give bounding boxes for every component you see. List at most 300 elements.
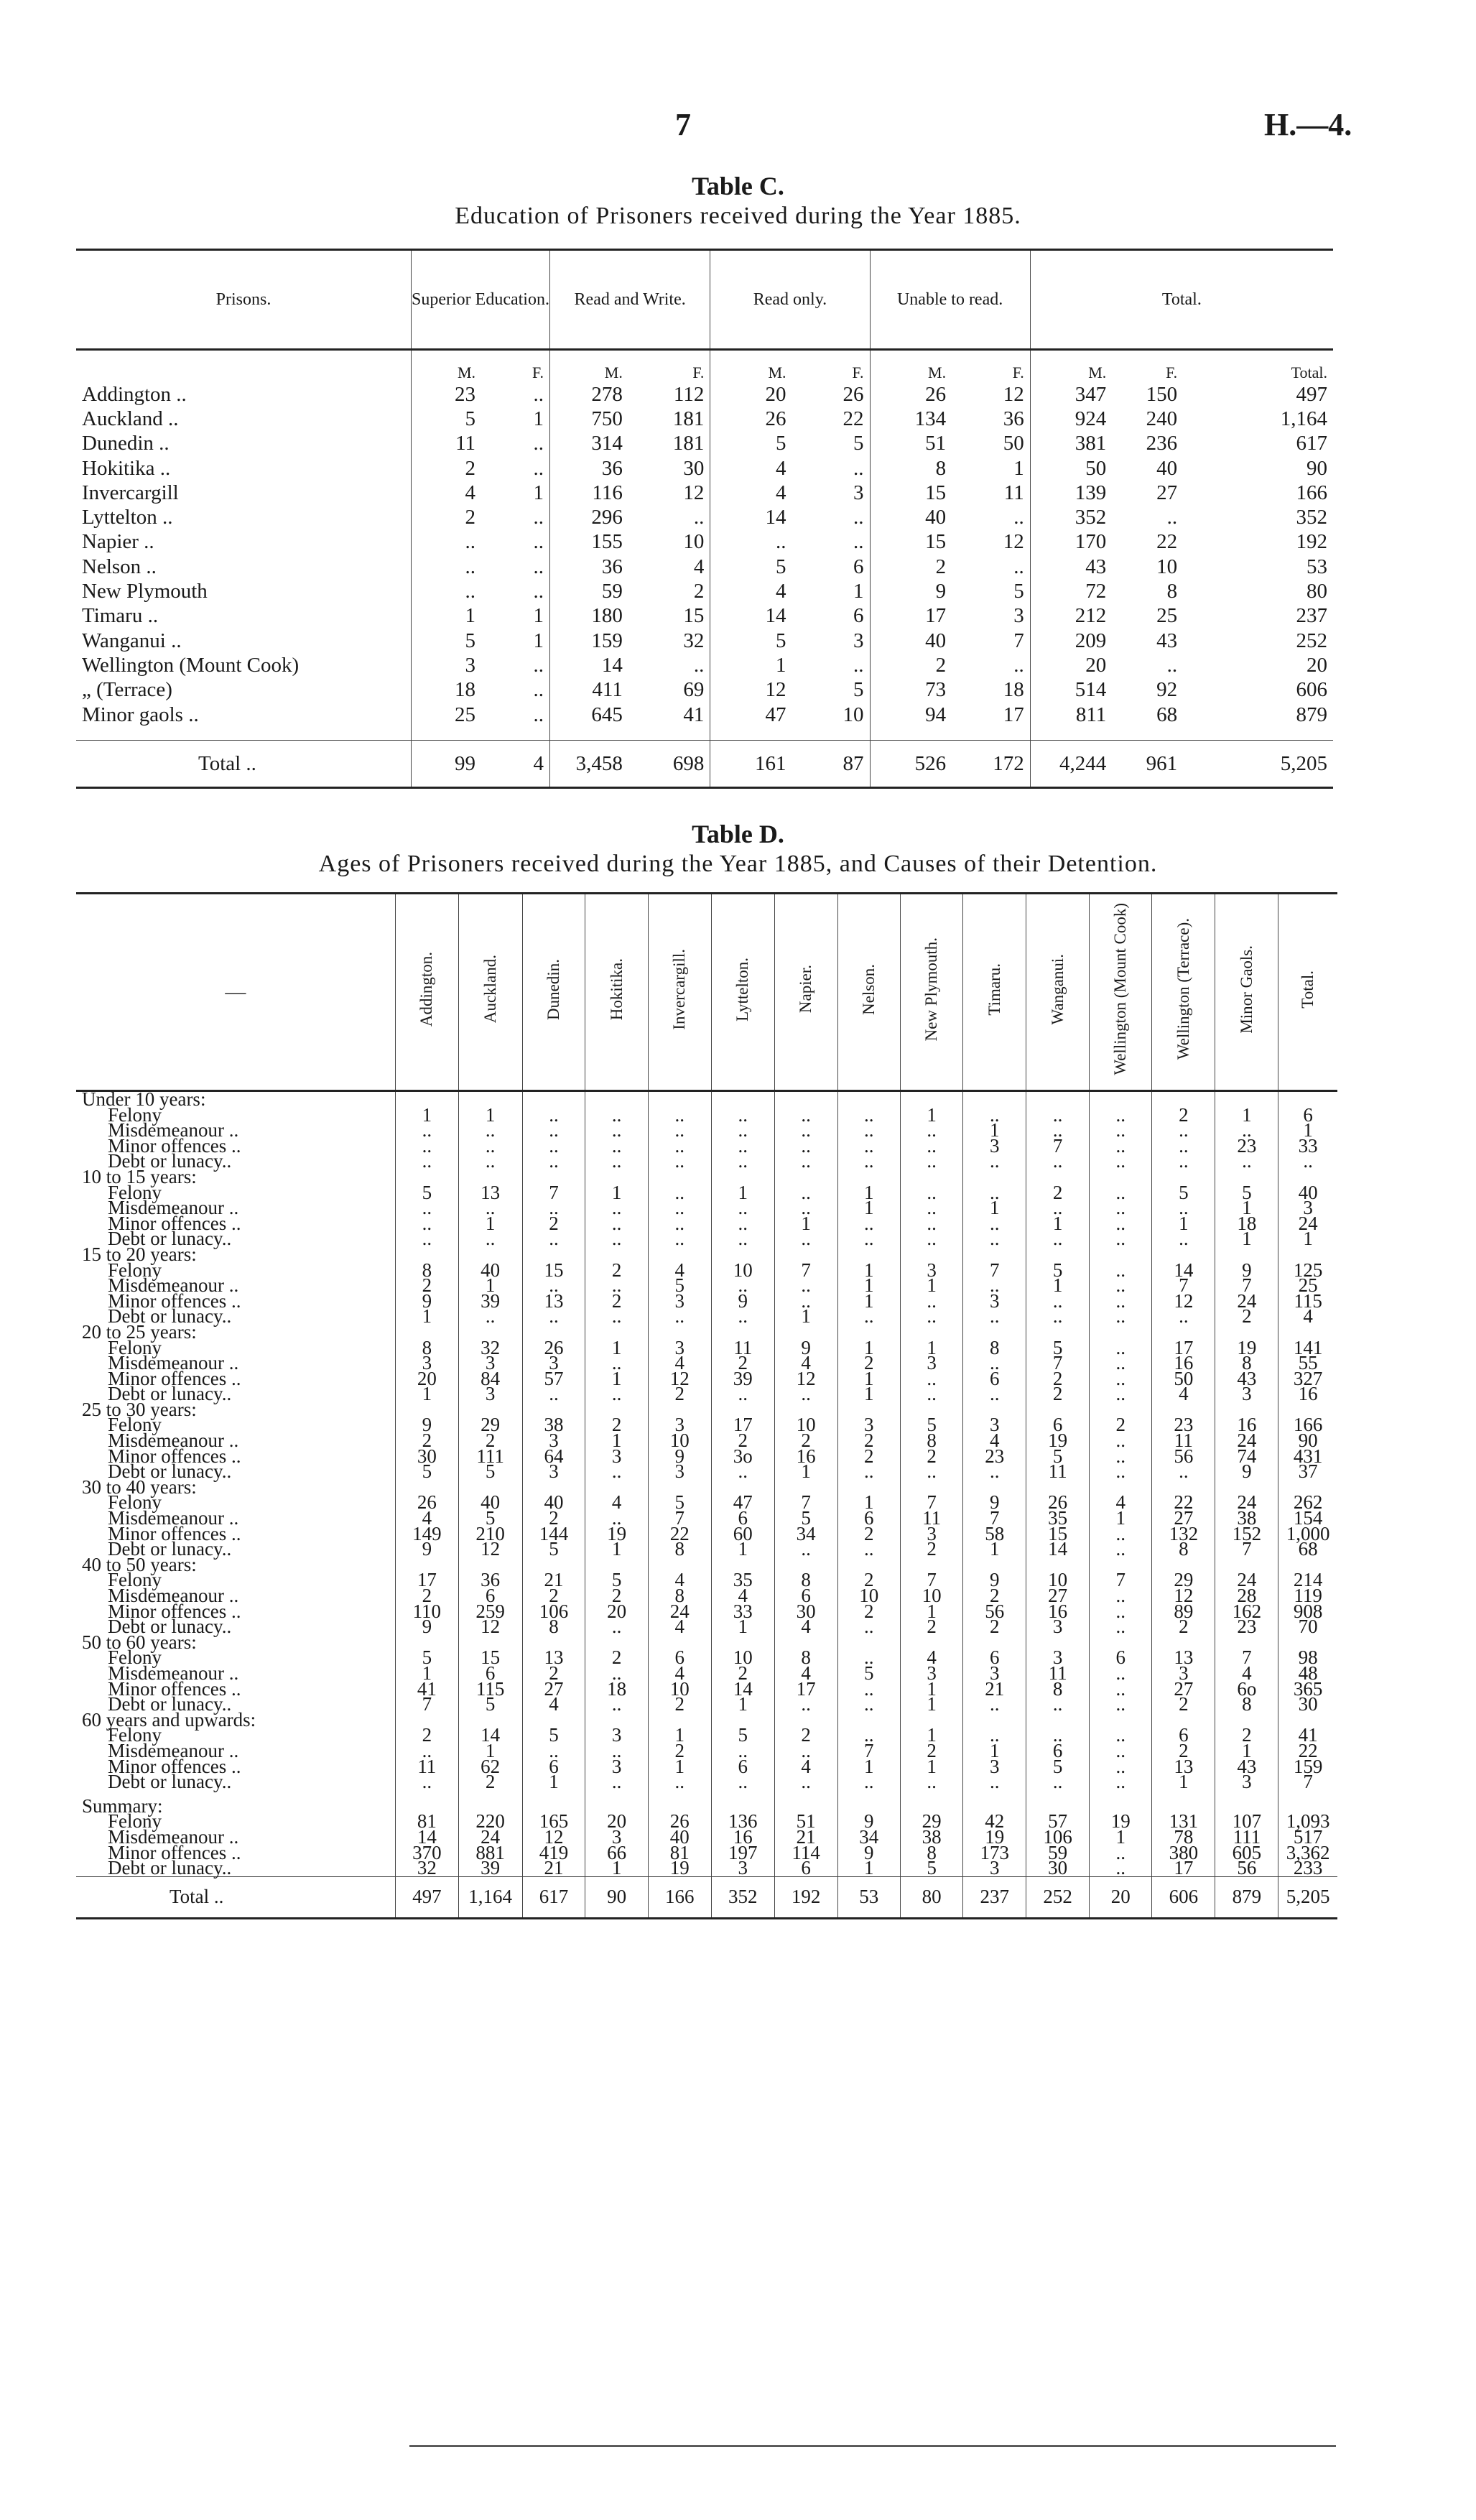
table-cell: .. xyxy=(900,1139,962,1154)
table-row xyxy=(76,481,1333,505)
table-cell: 125 xyxy=(1278,1263,1337,1279)
offence-name: Minor offences .. xyxy=(108,1677,241,1700)
table-row xyxy=(76,1682,1337,1697)
table-cell: 1 xyxy=(395,1309,458,1325)
table-cell: 365 xyxy=(1278,1682,1337,1697)
table-cell: .. xyxy=(648,1185,711,1201)
table-c xyxy=(76,249,1333,789)
table-cell: 2 xyxy=(1152,1743,1215,1759)
col-header xyxy=(395,894,458,1091)
table-cell: 162 xyxy=(1215,1604,1278,1620)
table-cell: 41 xyxy=(683,703,705,726)
table-cell: .. xyxy=(1090,1278,1152,1294)
table-cell: .. xyxy=(1090,1154,1152,1169)
table-cell: .. xyxy=(1090,1108,1152,1124)
table-cell: 40 xyxy=(648,1830,711,1845)
table-cell: .. xyxy=(1026,1294,1090,1310)
table-cell: 12 xyxy=(522,1830,585,1845)
table-cell: 24 xyxy=(1215,1433,1278,1449)
table-cell: .. xyxy=(1152,1200,1215,1216)
total-cell: 879 xyxy=(1215,1876,1278,1918)
table-cell: 8 xyxy=(648,1542,711,1557)
col-header xyxy=(585,894,648,1091)
offence-name: Felony xyxy=(108,1336,162,1358)
col-header xyxy=(1152,894,1215,1091)
table-cell: .. xyxy=(1152,1154,1215,1169)
table-cell: .. xyxy=(693,653,705,677)
table-cell: 1 xyxy=(1278,1123,1337,1139)
table-cell: 56 xyxy=(963,1604,1026,1620)
subheader-row xyxy=(76,350,1333,383)
table-cell: 27 xyxy=(1026,1588,1090,1604)
table-cell: 5 xyxy=(837,1666,900,1682)
table-row xyxy=(76,653,1333,677)
table-cell: 2 xyxy=(1026,1386,1090,1402)
table-cell: 2 xyxy=(1152,1108,1215,1124)
table-cell: 26 xyxy=(395,1495,458,1511)
table-cell: .. xyxy=(837,1619,900,1635)
table-cell: .. xyxy=(1090,1139,1152,1154)
offence-name: Misdemeanour .. xyxy=(108,1430,239,1452)
table-cell: 4 xyxy=(693,555,705,578)
table-cell: 17 xyxy=(1003,703,1024,726)
table-cell: 5 xyxy=(648,1495,711,1511)
col-header-label: Wellington (Mount Cook) xyxy=(1111,903,1130,1075)
table-row xyxy=(76,1572,1337,1588)
table-cell: .. xyxy=(1090,1697,1152,1713)
table-cell: 4 xyxy=(1090,1495,1152,1511)
table-row xyxy=(76,1216,1337,1232)
table-cell: 12 xyxy=(1003,382,1024,406)
table-cell: 9 xyxy=(963,1572,1026,1588)
table-cell: 159 xyxy=(1278,1759,1337,1775)
table-cell: .. xyxy=(522,1743,585,1759)
document-reference: H.—4. xyxy=(1264,107,1352,142)
table-cell: 27 xyxy=(1156,481,1178,504)
table-cell: 1 xyxy=(963,1200,1026,1216)
offence-name: Debt or lunacy.. xyxy=(108,1460,232,1483)
table-cell: 68 xyxy=(1278,1542,1337,1557)
offence-name: Felony xyxy=(108,1181,162,1203)
table-cell: 26 xyxy=(870,382,952,407)
table-cell: 5 xyxy=(710,629,792,653)
spacer-cell xyxy=(412,727,482,741)
col-header-label: Napier. xyxy=(797,965,815,1014)
table-cell: .. xyxy=(458,1154,522,1169)
table-cell: 11 xyxy=(395,1759,458,1775)
table-cell: .. xyxy=(395,1139,458,1154)
table-cell: 30 xyxy=(1026,1861,1090,1876)
table-cell: 25 xyxy=(1278,1278,1337,1294)
table-row xyxy=(76,1154,1337,1169)
table-cell: 40 xyxy=(458,1263,522,1279)
table-cell: 1 xyxy=(774,1464,837,1480)
total-cell: 352 xyxy=(711,1876,774,1918)
table-cell: .. xyxy=(533,653,544,677)
subheader-blank xyxy=(76,350,412,383)
table-cell: 50 xyxy=(1003,432,1024,455)
table-cell: 166 xyxy=(1296,481,1327,504)
table-cell: .. xyxy=(648,1774,711,1790)
table-cell: 16 xyxy=(711,1830,774,1845)
table-cell: 1 xyxy=(1013,456,1024,480)
group-label: 40 to 50 years: xyxy=(82,1553,197,1575)
table-cell: 90 xyxy=(1278,1433,1337,1449)
table-cell: 1 xyxy=(837,1759,900,1775)
table-cell: 60 xyxy=(711,1527,774,1542)
group-label: Under 10 years: xyxy=(82,1088,206,1110)
table-cell: 68 xyxy=(1156,703,1178,726)
table-cell: .. xyxy=(1090,1356,1152,1371)
table-cell: .. xyxy=(1090,1682,1152,1697)
table-cell: 5 xyxy=(395,1185,458,1201)
table-cell: .. xyxy=(1026,1774,1090,1790)
col-header-label: Invercargill. xyxy=(670,948,689,1030)
table-cell: .. xyxy=(1026,1697,1090,1713)
offence-name: Minor offences .. xyxy=(108,1600,241,1622)
table-cell: 110 xyxy=(395,1604,458,1620)
table-cell: .. xyxy=(585,1154,648,1169)
table-cell: 26 xyxy=(710,407,792,431)
table-cell: 134 xyxy=(870,407,952,431)
table-cell: .. xyxy=(1090,1263,1152,1279)
table-row xyxy=(76,1743,1337,1759)
table-cell: .. xyxy=(585,1743,648,1759)
table-cell: .. xyxy=(774,1386,837,1402)
table-cell: 4 xyxy=(395,1511,458,1527)
table-cell: 2 xyxy=(837,1572,900,1588)
table-cell: 14 xyxy=(710,604,792,629)
table-cell: 34 xyxy=(837,1830,900,1845)
table-cell: 7 xyxy=(900,1572,962,1588)
table-cell: 59 xyxy=(1026,1845,1090,1861)
table-cell: 4 xyxy=(710,481,792,505)
table-cell: .. xyxy=(1026,1108,1090,1124)
table-cell: 41 xyxy=(1278,1728,1337,1743)
table-cell: 116 xyxy=(549,481,628,505)
table-cell: 40 xyxy=(458,1495,522,1511)
table-cell: 3 xyxy=(585,1830,648,1845)
table-cell: 26 xyxy=(1026,1495,1090,1511)
table-cell: 29 xyxy=(1152,1572,1215,1588)
prison-name: Timaru .. xyxy=(82,604,159,628)
table-cell: 3 xyxy=(900,1356,962,1371)
table-cell: .. xyxy=(522,1139,585,1154)
table-cell: 5 xyxy=(395,1464,458,1480)
table-cell: 139 xyxy=(1030,481,1112,505)
total-cell: 166 xyxy=(648,1876,711,1918)
table-cell: .. xyxy=(1166,653,1178,677)
offence-name: Debt or lunacy.. xyxy=(108,1771,232,1793)
table-cell: .. xyxy=(774,1278,837,1294)
table-cell: 7 xyxy=(774,1263,837,1279)
table-cell: 7 xyxy=(837,1743,900,1759)
table-cell: 19 xyxy=(648,1861,711,1876)
table-cell: 2 xyxy=(693,580,705,603)
table-cell: .. xyxy=(522,1123,585,1139)
total-cell: 161 xyxy=(710,741,792,788)
table-cell: 1 xyxy=(533,604,544,628)
table-cell: 114 xyxy=(774,1845,837,1861)
table-cell: 1 xyxy=(853,580,864,603)
table-cell: .. xyxy=(837,1682,900,1697)
table-cell: 1 xyxy=(1090,1830,1152,1845)
table-cell: 32 xyxy=(395,1861,458,1876)
table-cell: 1 xyxy=(900,1604,962,1620)
table-cell: .. xyxy=(648,1123,711,1139)
table-cell: .. xyxy=(585,1697,648,1713)
offence-name: Misdemeanour .. xyxy=(108,1197,239,1219)
table-cell: 43 xyxy=(1156,629,1178,652)
table-cell: .. xyxy=(1026,1200,1090,1216)
table-cell: 327 xyxy=(1278,1371,1337,1387)
table-cell: 1 xyxy=(711,1542,774,1557)
offence-name: Misdemeanour .. xyxy=(108,1585,239,1606)
spacer-cell xyxy=(549,727,628,741)
table-cell: .. xyxy=(585,1666,648,1682)
table-cell: 22 xyxy=(1152,1495,1215,1511)
table-row xyxy=(76,1356,1337,1371)
table-cell: 38 xyxy=(522,1417,585,1433)
group-label-row xyxy=(76,1557,1337,1573)
table-cell: 1 xyxy=(900,1728,962,1743)
table-cell: 2 xyxy=(648,1386,711,1402)
table-cell: .. xyxy=(774,1139,837,1154)
table-cell: .. xyxy=(711,1216,774,1232)
table-cell: .. xyxy=(837,1231,900,1247)
table-cell: 4 xyxy=(1152,1386,1215,1402)
table-cell: 2 xyxy=(522,1216,585,1232)
table-cell: .. xyxy=(837,1650,900,1666)
table-cell: 50 xyxy=(1030,456,1112,481)
table-cell: .. xyxy=(395,1743,458,1759)
table-cell: 212 xyxy=(1030,604,1112,629)
table-cell: 19 xyxy=(963,1830,1026,1845)
table-cell: 908 xyxy=(1278,1604,1337,1620)
table-cell: 18 xyxy=(1215,1216,1278,1232)
table-cell: 2 xyxy=(837,1433,900,1449)
col-header xyxy=(458,894,522,1091)
table-row xyxy=(76,1231,1337,1247)
table-cell: .. xyxy=(395,1231,458,1247)
table-cell: .. xyxy=(458,1231,522,1247)
table-cell: 144 xyxy=(522,1527,585,1542)
table-cell: 64 xyxy=(522,1449,585,1465)
col-header-label: Lyttelton. xyxy=(733,957,752,1022)
table-cell: 2 xyxy=(837,1527,900,1542)
group-label-row xyxy=(76,1091,1337,1108)
group-label-row xyxy=(76,1169,1337,1185)
table-cell: 4 xyxy=(774,1759,837,1775)
table-cell: 296 xyxy=(549,505,628,529)
table-cell: 4 xyxy=(585,1495,648,1511)
table-cell: 1 xyxy=(585,1185,648,1201)
table-cell: .. xyxy=(1152,1231,1215,1247)
table-cell: .. xyxy=(648,1108,711,1124)
table-cell: 38 xyxy=(1215,1511,1278,1527)
table-cell: 14 xyxy=(549,653,628,677)
table-row xyxy=(76,1139,1337,1154)
table-cell: 5 xyxy=(1026,1263,1090,1279)
table-cell: 30 xyxy=(1278,1697,1337,1713)
group-label: 10 to 15 years: xyxy=(82,1165,197,1187)
table-cell: 1 xyxy=(458,1278,522,1294)
table-cell: 9 xyxy=(395,1542,458,1557)
table-cell: 9 xyxy=(1215,1464,1278,1480)
table-cell: 10 xyxy=(900,1588,962,1604)
table-cell: 18 xyxy=(412,678,482,703)
table-cell: 21 xyxy=(522,1861,585,1876)
table-cell: 2 xyxy=(585,1588,648,1604)
table-cell: 210 xyxy=(458,1527,522,1542)
table-cell: 24 xyxy=(1215,1294,1278,1310)
table-cell: 23 xyxy=(1215,1619,1278,1635)
table-cell: 1 xyxy=(900,1278,962,1294)
group-label: 20 to 25 years: xyxy=(82,1320,197,1343)
table-cell: .. xyxy=(711,1774,774,1790)
table-cell: .. xyxy=(1026,1231,1090,1247)
table-row xyxy=(76,1294,1337,1310)
table-cell: 431 xyxy=(1278,1449,1337,1465)
subheader-cell: M. xyxy=(1030,350,1112,383)
spacer-cell xyxy=(76,727,412,741)
table-cell: 1 xyxy=(533,629,544,652)
table-row xyxy=(76,1449,1337,1465)
table-cell: 10 xyxy=(837,1588,900,1604)
table-row xyxy=(76,1774,1337,1790)
table-cell: 1 xyxy=(963,1743,1026,1759)
prison-name: New Plymouth xyxy=(82,580,208,603)
table-row xyxy=(76,555,1333,579)
table-cell: 94 xyxy=(870,703,952,727)
table-cell: 12 xyxy=(458,1619,522,1635)
table-cell: 7 xyxy=(648,1511,711,1527)
table-cell: 236 xyxy=(1146,432,1178,455)
table-cell: 1 xyxy=(1215,1231,1278,1247)
table-cell: 132 xyxy=(1152,1527,1215,1542)
table-cell: 119 xyxy=(1278,1588,1337,1604)
offence-name: Misdemeanour .. xyxy=(108,1825,239,1848)
subheader-cell: Total. xyxy=(1291,363,1327,381)
offence-name: Debt or lunacy.. xyxy=(108,1857,232,1879)
table-cell: 881 xyxy=(458,1845,522,1861)
table-cell: 10 xyxy=(648,1433,711,1449)
table-cell: 3 xyxy=(412,653,482,677)
table-cell: .. xyxy=(1090,1728,1152,1743)
table-cell: 111 xyxy=(1215,1830,1278,1845)
table-cell: .. xyxy=(837,1464,900,1480)
table-cell: 12 xyxy=(648,1371,711,1387)
table-cell: .. xyxy=(1013,555,1024,578)
group-label-row xyxy=(76,1247,1337,1263)
col-header-label: Dunedin. xyxy=(544,958,563,1020)
table-cell: 3 xyxy=(963,1861,1026,1876)
total-label: Total .. xyxy=(76,1876,395,1918)
total-cell: 4,244 xyxy=(1030,741,1112,788)
table-cell: .. xyxy=(458,1123,522,1139)
col-header xyxy=(837,894,900,1091)
subheader-cell: F. xyxy=(532,363,544,381)
table-cell: .. xyxy=(900,1386,962,1402)
table-cell: 17 xyxy=(870,604,952,629)
table-row xyxy=(76,1108,1337,1124)
table-cell: .. xyxy=(648,1216,711,1232)
table-row xyxy=(76,382,1333,407)
table-row xyxy=(76,432,1333,456)
table-cell: .. xyxy=(1090,1527,1152,1542)
total-cell: 172 xyxy=(952,741,1030,788)
table-cell: .. xyxy=(1090,1309,1152,1325)
table-cell: .. xyxy=(693,506,705,529)
table-cell: 18 xyxy=(585,1682,648,1697)
table-cell: 411 xyxy=(549,678,628,703)
table-cell: 1 xyxy=(963,1123,1026,1139)
table-cell: 1 xyxy=(774,1216,837,1232)
table-cell: 8 xyxy=(774,1572,837,1588)
table-cell: .. xyxy=(1026,1309,1090,1325)
table-cell: .. xyxy=(585,1123,648,1139)
table-cell: 16 xyxy=(1278,1386,1337,1402)
table-cell: 214 xyxy=(1278,1572,1337,1588)
table-cell: 8 xyxy=(1215,1697,1278,1713)
table-cell: 21 xyxy=(522,1572,585,1588)
table-cell: 14 xyxy=(395,1830,458,1845)
table-cell: 29 xyxy=(900,1814,962,1830)
table-cell: 38 xyxy=(900,1830,962,1845)
table-cell: 15 xyxy=(870,530,952,555)
table-cell: 28 xyxy=(1215,1588,1278,1604)
table-cell: .. xyxy=(774,1697,837,1713)
table-cell: 13 xyxy=(522,1294,585,1310)
table-cell: 2 xyxy=(395,1433,458,1449)
table-cell: .. xyxy=(412,579,482,603)
table-row xyxy=(76,703,1333,727)
table-cell: 12 xyxy=(458,1542,522,1557)
spacer-row xyxy=(76,1790,1337,1799)
offence-name: Misdemeanour .. xyxy=(108,1119,239,1141)
table-cell: 4 xyxy=(1215,1666,1278,1682)
table-cell: 6 xyxy=(458,1666,522,1682)
table-cell: 17 xyxy=(711,1417,774,1433)
table-cell: 11 xyxy=(412,432,482,456)
table-cell: 55 xyxy=(1278,1356,1337,1371)
table-cell: 2 xyxy=(395,1278,458,1294)
prison-name: Hokitika .. xyxy=(82,456,171,480)
table-cell: .. xyxy=(711,1309,774,1325)
table-cell: 11 xyxy=(1152,1433,1215,1449)
table-cell: .. xyxy=(900,1216,962,1232)
table-cell: .. xyxy=(522,1200,585,1216)
table-cell: 115 xyxy=(1278,1294,1337,1310)
table-cell: 43 xyxy=(1215,1759,1278,1775)
table-cell: 9 xyxy=(837,1845,900,1861)
table-cell: .. xyxy=(900,1123,962,1139)
table-row xyxy=(76,1495,1337,1511)
offence-name: Felony xyxy=(108,1491,162,1514)
table-cell: .. xyxy=(963,1185,1026,1201)
offence-name: Minor offences .. xyxy=(108,1445,241,1467)
table-cell: 84 xyxy=(458,1371,522,1387)
table-cell: 29 xyxy=(458,1417,522,1433)
table-cell: .. xyxy=(774,1542,837,1557)
table-cell: 3 xyxy=(585,1449,648,1465)
table-cell: .. xyxy=(585,1774,648,1790)
table-cell: 23 xyxy=(1152,1417,1215,1433)
table-cell: .. xyxy=(1090,1542,1152,1557)
table-cell: 3 xyxy=(853,629,864,652)
table-cell: .. xyxy=(533,678,544,702)
table-cell: 6o xyxy=(1215,1682,1278,1697)
